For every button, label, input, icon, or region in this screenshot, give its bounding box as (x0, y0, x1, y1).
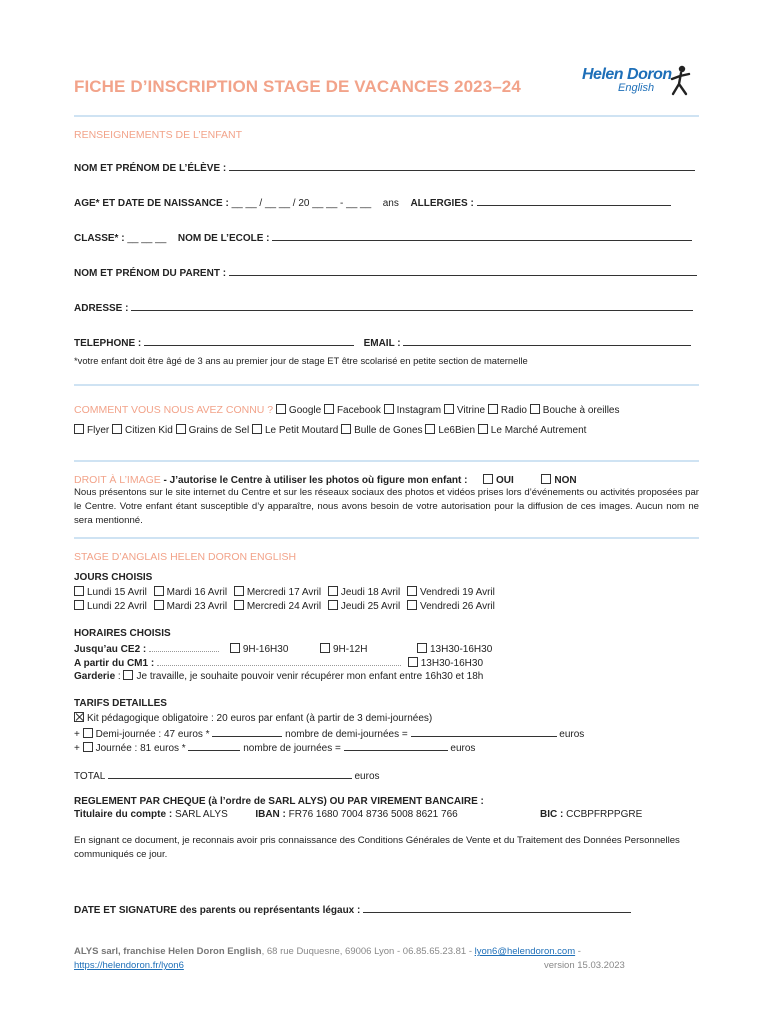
droit-image-heading: DROIT À L’IMAGE (74, 474, 161, 486)
day-label: Lundi 15 Avril (87, 587, 147, 598)
footer-version: version 15.03.2023 (544, 960, 625, 971)
allergies-field[interactable] (477, 195, 671, 206)
nom-eleve-row (74, 160, 695, 174)
divider (74, 460, 699, 462)
allergies-label: ALLERGIES : (410, 198, 474, 209)
day-label: Mardi 23 Avril (166, 601, 228, 612)
checkbox-non[interactable] (541, 474, 551, 484)
footer-url-link[interactable]: https://helendoron.fr/lyon6 (74, 960, 184, 971)
day-label: Jeudi 18 Avril (340, 587, 401, 598)
journee-label: Journée : 81 euros * (95, 743, 186, 754)
running-figure-icon (668, 64, 694, 98)
ce2-label: Jusqu’au CE2 : (74, 644, 147, 655)
garderie-text: Je travaille, je souhaite pouvoir venir récupérer mon enfant entre 16h30 et 18h (136, 671, 484, 682)
checkbox-day[interactable] (407, 586, 417, 596)
cm1-label: A partir du CM1 : (74, 658, 155, 669)
cgv-text: En signant ce document, je reconnais avoir pris connaissance des Conditions Générales de Vente et du Traitement des Données Personnelles communiqués ce jour. (74, 835, 680, 860)
option-label: 9H-16H30 (242, 644, 289, 655)
day-label: Mardi 16 Avril (166, 587, 228, 598)
parent-field[interactable] (229, 265, 697, 276)
oui-label: OUI (496, 475, 514, 486)
parent-label: NOM ET PRÉNOM DU PARENT : (74, 268, 227, 279)
email-field[interactable] (403, 335, 691, 346)
logo-brand: Helen Doron (582, 66, 672, 83)
bic-label: BIC : (540, 809, 564, 820)
droit-image-question: - J’autorise le Centre à utiliser les photos où figure mon enfant : (163, 475, 468, 486)
garderie-label: Garderie (74, 671, 116, 682)
day-label: Jeudi 25 Avril (340, 601, 401, 612)
checkbox-kit-checked[interactable] (74, 712, 84, 722)
connu-heading: COMMENT VOUS NOUS AVEZ CONNU ? (74, 404, 274, 416)
telephone-label: TELEPHONE : (74, 338, 142, 349)
stage-heading: STAGE D’ANGLAIS HELEN DORON ENGLISH (74, 551, 297, 563)
checkbox-day[interactable] (74, 586, 84, 596)
adresse-field[interactable] (131, 300, 693, 311)
checkbox-day[interactable] (234, 586, 244, 596)
option-label: 13H30-16H30 (420, 658, 484, 669)
day-label: Vendredi 19 Avril (419, 587, 495, 598)
checkbox-day[interactable] (234, 600, 244, 610)
option-label: Vitrine (456, 405, 486, 416)
journee-row (74, 740, 475, 754)
page-title: FICHE D’INSCRIPTION STAGE DE VACANCES 2023–24 (74, 77, 521, 96)
connu-row-1 (74, 404, 620, 416)
checkbox-oui[interactable] (483, 474, 493, 484)
logo-sub: English (618, 82, 655, 94)
garderie-row: Garderie : Je travaille, je souhaite pouvoir venir récupérer mon enfant entre 16h30 et 18h (74, 671, 484, 682)
ecole-field[interactable] (272, 230, 692, 241)
checkbox-9h-12h[interactable] (320, 643, 330, 653)
jours-title: JOURS CHOISIS (74, 572, 153, 583)
checkbox-cm1-13h30-16h30[interactable] (408, 657, 418, 667)
checkbox-day[interactable] (328, 586, 338, 596)
footer-line-1 (74, 946, 581, 957)
checkbox-garderie[interactable] (123, 670, 133, 680)
tarifs-title: TARIFS DETAILLES (74, 698, 167, 709)
total-field[interactable] (108, 768, 352, 779)
nom-eleve-label: NOM ET PRÉNOM DE L’ÉLÈVE : (74, 163, 227, 174)
checkbox-citizen-kid[interactable] (112, 424, 122, 434)
checkbox-le6bien[interactable] (425, 424, 435, 434)
classe-field[interactable]: __ __ __ (127, 233, 167, 244)
titulaire-value: SARL ALYS (174, 809, 228, 820)
week-1-row (74, 586, 495, 598)
age-row (74, 195, 671, 209)
iban-value: FR76 1680 7004 8736 5008 8621 766 (288, 809, 458, 820)
euros-label: euros (450, 743, 476, 754)
journee-total-label: nombre de journées = (243, 743, 341, 754)
classe-row (74, 230, 692, 244)
titulaire-label: Titulaire du compte : (74, 809, 173, 820)
plus-sign: + (74, 743, 80, 754)
checkbox-flyer[interactable] (74, 424, 84, 434)
ecole-label: NOM DE L’ECOLE : (177, 233, 270, 244)
signature-field[interactable] (363, 902, 631, 913)
adresse-label: ADRESSE : (74, 303, 129, 314)
checkbox-day[interactable] (328, 600, 338, 610)
dotted-leader (149, 642, 219, 652)
droit-image-row (74, 474, 577, 486)
non-label: NON (554, 475, 577, 486)
checkbox-bouche-a-oreilles[interactable] (530, 404, 540, 414)
option-label: Google (288, 405, 322, 416)
euros-label: euros (559, 729, 585, 740)
option-label: Citizen Kid (125, 425, 173, 436)
connu-row-2 (74, 424, 586, 436)
checkbox-journee[interactable] (83, 742, 93, 752)
euros-label: euros (354, 771, 380, 782)
day-label: Vendredi 26 Avril (419, 601, 495, 612)
checkbox-day[interactable] (74, 600, 84, 610)
adresse-row (74, 300, 693, 314)
kit-label: Kit pédagogique obligatoire : 20 euros par enfant (à partir de 3 demi-journées) (87, 713, 433, 724)
divider (74, 537, 699, 539)
contact-row (74, 335, 691, 349)
option-label: 13H30-16H30 (430, 644, 493, 655)
age-note: *votre enfant doit être âgé de 3 ans au premier jour de stage ET être scolarisé en petite section de maternelle (74, 355, 528, 366)
checkbox-google[interactable] (276, 404, 286, 414)
footer-line-2 (74, 960, 184, 971)
option-label: Le Marché Autrement (490, 425, 587, 436)
checkbox-day[interactable] (154, 600, 164, 610)
iban-label: IBAN : (255, 809, 286, 820)
helen-doron-logo (578, 64, 694, 100)
option-label: Facebook (336, 405, 381, 416)
option-label: Grains de Sel (188, 425, 250, 436)
age-field[interactable]: __ __ / __ __ / 20 __ __ - __ __ (231, 198, 372, 209)
checkbox-facebook[interactable] (324, 404, 334, 414)
parent-row (74, 265, 697, 279)
email-label: EMAIL : (363, 338, 401, 349)
checkbox-le-petit-moutard[interactable] (252, 424, 262, 434)
checkbox-radio[interactable] (488, 404, 498, 414)
checkbox-grains-de-sel[interactable] (176, 424, 186, 434)
checkbox-day[interactable] (407, 600, 417, 610)
bic-value: CCBPFRPPGRE (566, 809, 643, 820)
ans-label: ans (382, 198, 399, 209)
demi-journee-total-label: nombre de demi-journées = (285, 729, 408, 740)
option-label: Bulle de Gones (354, 425, 423, 436)
demi-journee-count-field[interactable] (212, 726, 282, 737)
option-label: 9H-12H (332, 644, 368, 655)
checkbox-day[interactable] (154, 586, 164, 596)
day-label: Mercredi 17 Avril (246, 587, 322, 598)
divider (74, 115, 699, 117)
classe-label: CLASSE* : (74, 233, 125, 244)
total-row (74, 768, 380, 782)
droit-image-text: Nous présentons sur le site internet du Centre et sur les réseaux sociaux des photos et vidéos prises lors d’événements ou activités proposées par le Centre. Votre enfant étant susceptible d’y apparaître, nous avons besoin de votre autorisation pour la diffusion de ces images. Aucun nom ne sera mentionné. (74, 487, 699, 526)
nom-eleve-field[interactable] (229, 160, 695, 171)
option-label: Le Petit Moutard (264, 425, 339, 436)
demi-journee-total-field[interactable] (411, 726, 557, 737)
footer-dash: - (575, 946, 581, 957)
age-label: AGE* ET DATE DE NAISSANCE : (74, 198, 229, 209)
demi-journee-label: Demi-journée : 47 euros * (95, 729, 210, 740)
signature-row (74, 902, 631, 916)
checkbox-demi-journee[interactable] (83, 728, 93, 738)
checkbox-13h30-16h30[interactable] (417, 643, 427, 653)
demi-journee-row (74, 726, 584, 740)
section-enfant-heading: RENSEIGNEMENTS DE L’ENFANT (74, 129, 243, 141)
horaires-title: HORAIRES CHOISIS (74, 628, 171, 639)
kit-row (74, 712, 432, 724)
reglement-title: REGLEMENT PAR CHEQUE (à l’ordre de SARL ALYS) OU PAR VIREMENT BANCAIRE : (74, 796, 484, 807)
week-2-row (74, 600, 495, 612)
checkbox-bulle-de-gones[interactable] (341, 424, 351, 434)
option-label: Bouche à oreilles (542, 405, 620, 416)
day-label: Mercredi 24 Avril (246, 601, 322, 612)
total-label: TOTAL (74, 771, 105, 782)
option-label: Instagram (396, 405, 442, 416)
checkbox-vitrine[interactable] (444, 404, 454, 414)
cm1-row (74, 656, 483, 669)
day-label: Lundi 22 Avril (87, 601, 147, 612)
telephone-field[interactable] (144, 335, 354, 346)
checkbox-9h-16h30[interactable] (230, 643, 240, 653)
bank-row (74, 809, 458, 820)
bic-row (540, 809, 642, 820)
checkbox-le-marche-autrement[interactable] (478, 424, 488, 434)
divider (74, 384, 699, 386)
ce2-row (74, 642, 492, 655)
signature-label: DATE ET SIGNATURE des parents ou représentants légaux : (74, 905, 361, 916)
option-label: Flyer (87, 425, 110, 436)
footer-address: , 68 rue Duquesne, 69006 Lyon - 06.85.65.23.81 - (261, 946, 475, 957)
footer-company: ALYS sarl, franchise Helen Doron English (74, 946, 262, 957)
option-label: Le6Bien (438, 425, 476, 436)
option-label: Radio (500, 405, 527, 416)
journee-count-field[interactable] (188, 740, 240, 751)
checkbox-instagram[interactable] (384, 404, 394, 414)
plus-sign: + (74, 729, 80, 740)
journee-total-field[interactable] (344, 740, 448, 751)
footer-email-link[interactable]: lyon6@helendoron.com (474, 946, 576, 957)
dotted-leader (157, 656, 401, 666)
